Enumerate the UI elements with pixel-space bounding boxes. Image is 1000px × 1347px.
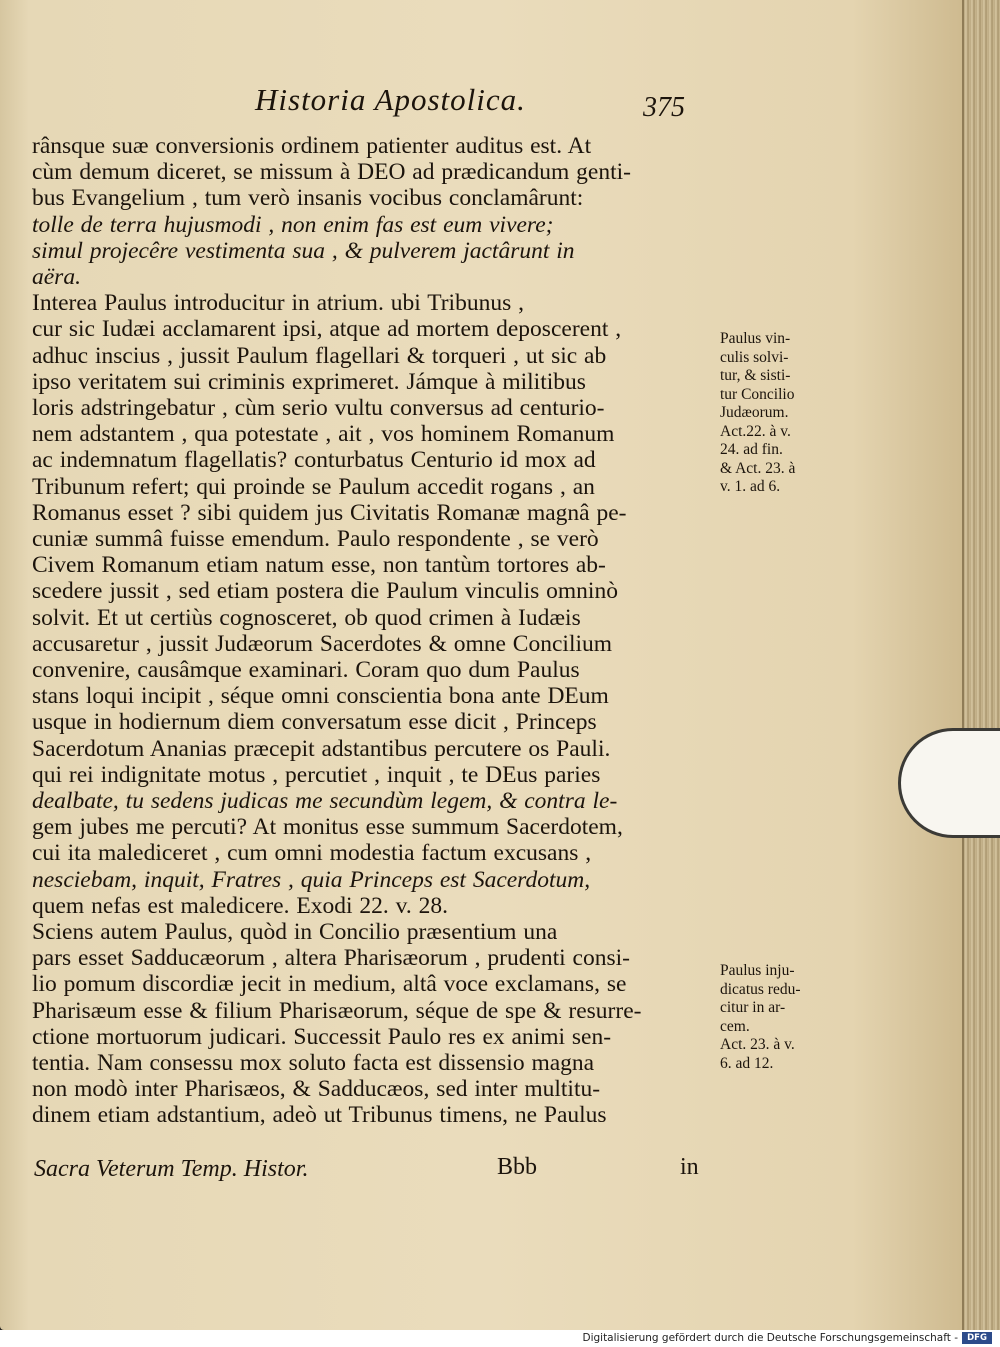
text-line: cuniæ summâ fuisse emendum. Paulo respondente , se verò	[32, 526, 599, 552]
margin-note-line: Act.22. à v.	[720, 422, 791, 440]
margin-note-line: & Act. 23. à	[720, 459, 796, 477]
text-line: cùm demum diceret, se missum à DEO ad prædicandum genti-	[32, 159, 631, 186]
text-line: ipso veritatem sui criminis exprimeret. Jámque à militibus	[32, 368, 586, 395]
margin-note-line: v. 1. ad 6.	[720, 478, 781, 495]
running-head: Historia Apostolica.	[255, 82, 526, 117]
text-line: pars esset Sadducæorum , altera Pharisæorum , prudenti consi-	[32, 945, 630, 972]
margin-note-line: Paulus vin-	[720, 330, 791, 347]
margin-note-line: Paulus inju-	[720, 962, 795, 979]
page-number: 375	[643, 92, 685, 123]
text-line: quem nefas est maledicere. Exodi 22. v. 28.	[32, 892, 448, 919]
text-line: solvit. Et ut certiùs cognosceret, ob quod crimen à Iudæis	[32, 604, 581, 631]
text-line: stans loqui incipit , séque omni conscientia bona ante DEum	[32, 683, 609, 710]
margin-note-line: 6. ad 12.	[720, 1054, 774, 1072]
text-line: ac indemnatum flagellatis? conturbatus Centurio id mox ad	[32, 447, 596, 474]
text-line: qui rei indignitate motus , percutiet , inquit , te DEus paries	[32, 761, 601, 788]
text-line: tolle de terra hujusmodi , non enim fas est eum vivere;	[32, 211, 554, 238]
text-line: loris adstringebatur , cùm serio vultu conversus ad centurio-	[32, 395, 605, 421]
text-line: Sciens autem Paulus, quòd in Concilio præsentium una	[32, 919, 558, 945]
page-edges	[962, 0, 1000, 1330]
margin-note-line: tur Concilio	[720, 385, 795, 403]
text-line: Romanus esset ? sibi quidem jus Civitatis Romanæ magnâ pe-	[32, 499, 627, 526]
credit-bar	[0, 1330, 1000, 1347]
text-line: adhuc inscius , jussit Paulum flagellari & torqueri , ut sic ab	[32, 342, 607, 369]
dfg-logo-icon: DFG	[962, 1332, 992, 1344]
margin-note-line: citur in ar-	[720, 999, 786, 1016]
text-line: simul projecêre vestimenta sua , & pulverem jactârunt in	[32, 237, 575, 264]
text-line: convenire, causâmque examinari. Coram quo dum Paulus	[32, 657, 580, 683]
text-line: Civem Romanum etiam natum esse, non tantùm tortores ab-	[32, 552, 606, 579]
credit-text: Digitalisierung gefördert durch die Deutsche Forschungsgemeinschaft -	[582, 1332, 958, 1344]
text-line: Interea Paulus introducitur in atrium. ubi Tribunus ,	[32, 290, 524, 317]
text-line: non modò inter Pharisæos, & Sadducæos, sed inter multitu-	[32, 1076, 601, 1103]
text-line: ctione mortuorum judicari. Successit Paulo res ex animi sen-	[32, 1023, 612, 1050]
text-line: lio pomum discordiæ jecit in medium, altâ voce exclamans, se	[32, 971, 627, 998]
text-line: cur sic Iudæi acclamarent ipsi, atque ad mortem deposcerent ,	[32, 316, 622, 343]
text-line: rânsque suæ conversionis ordinem patienter auditus est. At	[32, 133, 592, 159]
text-line: nesciebam, inquit, Fratres , quia Princeps est Sacerdotum,	[32, 866, 591, 893]
margin-note-line: Judæorum.	[720, 404, 789, 421]
margin-note-line: cem.	[720, 1017, 750, 1035]
margin-note-line: Act. 23. à v.	[720, 1036, 795, 1053]
text-line: aëra.	[32, 264, 81, 290]
signature-mark: Bbb	[497, 1154, 538, 1180]
text-line: tentia. Nam consessu mox soluto facta est dissensio magna	[32, 1050, 595, 1076]
margin-note-line: culis solvi-	[720, 348, 789, 366]
text-line: nem adstantem , qua potestate , ait , vos hominem Romanum	[32, 421, 615, 448]
text-line: Sacerdotum Ananias præcepit adstantibus percutere os Pauli.	[32, 735, 611, 762]
text-line: gem jubes me percuti? At monitus esse summum Sacerdotem,	[32, 814, 623, 841]
text-line: bus Evangelium , tum verò insanis vocibus conclamârunt:	[32, 185, 584, 212]
text-line: accusaretur , jussit Judæorum Sacerdotes & omne Concilium	[32, 630, 613, 657]
footer-title: Sacra Veterum Temp. Histor.	[34, 1156, 309, 1182]
text-line: Tribunum refert; qui proinde se Paulum accedit rogans , an	[32, 473, 595, 500]
margin-note-line: dicatus redu-	[720, 980, 801, 998]
text-line: cui ita malediceret , cum omni modestia factum excusans ,	[32, 840, 592, 867]
text-line: dealbate, tu sedens judicas me secundùm legem, & contra le-	[32, 788, 618, 814]
margin-note-line: tur, & sisti-	[720, 367, 791, 384]
margin-note-line: 24. ad fin.	[720, 441, 783, 458]
catchword: in	[680, 1154, 699, 1180]
text-line: usque in hodiernum diem conversatum esse dicit , Princeps	[32, 709, 597, 736]
text-line: scedere jussit , sed etiam postera die Paulum vinculis omninò	[32, 578, 618, 605]
text-line: Pharisæum esse & filium Pharisæorum, séque de spe & resurre-	[32, 997, 642, 1024]
page-turn-tab[interactable]	[898, 728, 1000, 838]
text-line: dinem etiam adstantium, adeò ut Tribunus timens, ne Paulus	[32, 1102, 607, 1129]
